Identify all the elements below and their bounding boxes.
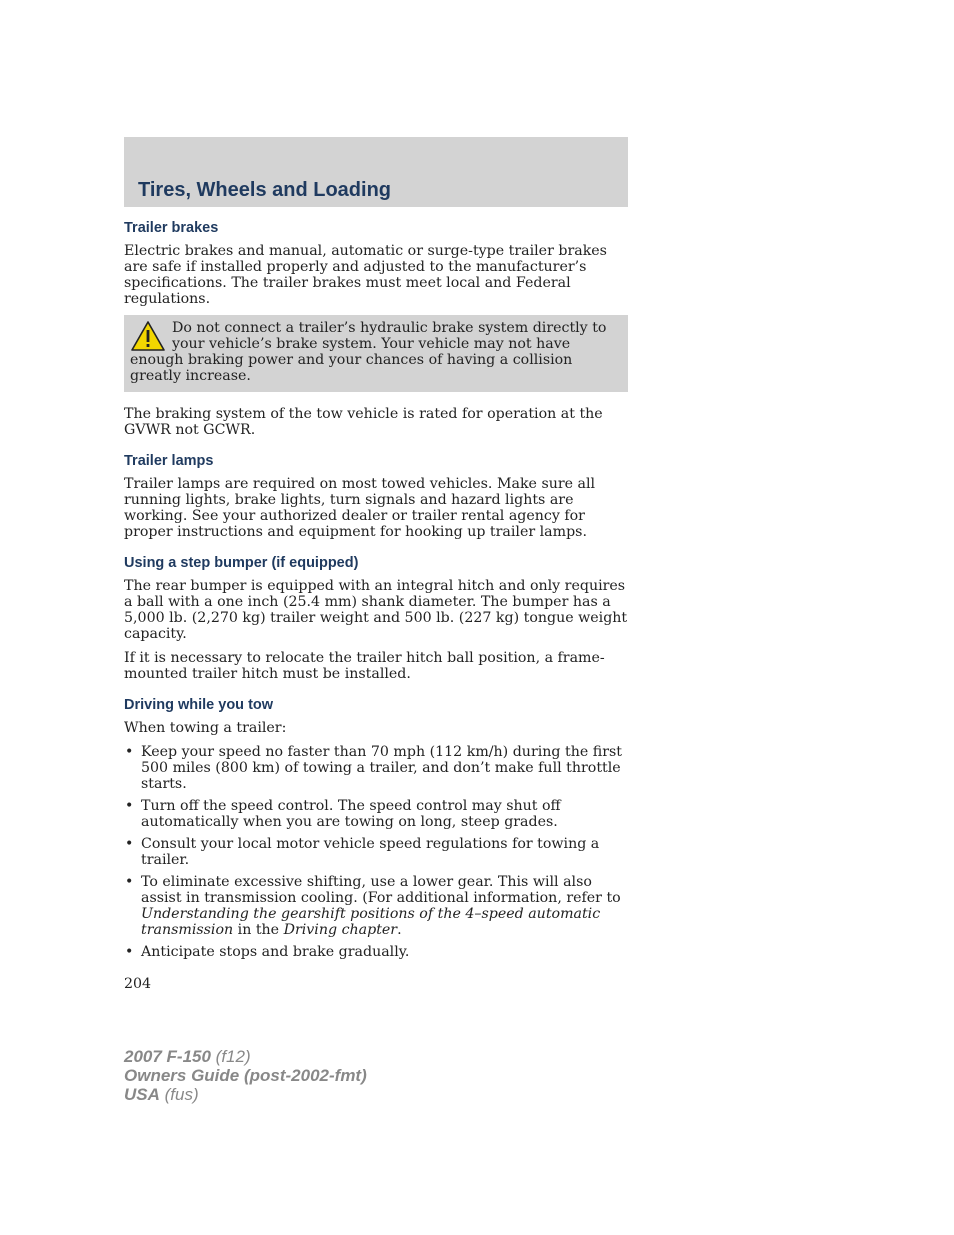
heading-driving-while-tow: Driving while you tow [124, 697, 274, 713]
section-step-bumper [124, 554, 628, 682]
trailer-brakes-paragraph: Electric brakes and manual, automatic or surge-type trailer brakes are safe if installed properly and adjusted to the manufacturer’s specifications. The trailer brakes must meet local and Federal regulations. [124, 243, 607, 307]
list-item [124, 874, 628, 938]
bullet: • [125, 744, 134, 760]
warning-box [124, 315, 628, 392]
list-item [124, 798, 628, 830]
warning-triangle-icon [130, 320, 166, 352]
list-item [124, 744, 628, 792]
heading-step-bumper: Using a step bumper (if equipped) [124, 555, 359, 571]
list-item-text: . [397, 922, 402, 938]
list-item-text: Consult your local motor vehicle speed regulations for towing a trailer. [141, 836, 600, 868]
section-driving-while-tow [124, 696, 628, 960]
gearshift-reference: Understanding the gearshift positions of the 4–speed automatic transmission [141, 906, 601, 938]
list-item [124, 944, 628, 960]
driving-intro: When towing a trailer: [124, 720, 287, 736]
braking-rating-paragraph: The braking system of the tow vehicle is rated for operation at the GVWR not GCWR. [124, 406, 603, 438]
bullet: • [125, 836, 134, 852]
list-item-text: Keep your speed no faster than 70 mph (112 km/h) during the first 500 miles (800 km) of towing a trailer, and don’t make full throttle starts. [141, 744, 622, 792]
section-trailer-lamps [124, 452, 628, 540]
bullet: • [125, 874, 134, 890]
page-content [124, 219, 628, 992]
chapter-reference: Driving chapter [283, 922, 398, 938]
bullet: • [125, 798, 134, 814]
section-trailer-brakes [124, 219, 628, 438]
towing-tips-list [124, 744, 628, 960]
heading-trailer-brakes: Trailer brakes [124, 220, 219, 236]
page-title: Tires, Wheels and Loading [138, 179, 392, 201]
footer-line-2 [124, 1066, 367, 1085]
footer-market-code: (fus) [159, 1085, 199, 1104]
list-item [124, 836, 628, 868]
footer-model: 2007 F-150 [124, 1047, 211, 1066]
footer-model-code: (f12) [210, 1047, 251, 1066]
list-item-text: Turn off the speed control. The speed control may shut off automatically when you are towing on long, steep grades. [141, 798, 561, 830]
step-bumper-paragraph-1: The rear bumper is equipped with an integral hitch and only requires a ball with a one inch (25.4 mm) shank diameter. The bumper has a 5,000 lb. (2,270 kg) trailer weight and 500 lb. (227 kg) tongue weight capacity. [124, 578, 628, 642]
footer-market: USA [124, 1085, 160, 1104]
list-item-text: in the [233, 922, 284, 938]
heading-trailer-lamps: Trailer lamps [124, 453, 214, 469]
section-header-band [124, 137, 628, 207]
footer-line-3 [124, 1085, 367, 1104]
list-item-text: Anticipate stops and brake gradually. [141, 944, 410, 960]
document-footer [124, 1047, 367, 1104]
footer-line-1 [124, 1047, 367, 1066]
warning-text: Do not connect a trailer’s hydraulic brake system directly to your vehicle’s brake system. Your vehicle may not have enough braking power and your chances of having a collision greatly increase. [130, 320, 607, 384]
page-number: 204 [124, 976, 152, 992]
footer-guide: Owners Guide (post-2002-fmt) [124, 1066, 367, 1085]
bullet: • [125, 944, 134, 960]
trailer-lamps-paragraph: Trailer lamps are required on most towed vehicles. Make sure all running lights, brake lights, turn signals and hazard lights are working. See your authorized dealer or trailer rental agency for proper instructions and equipment for hooking up trailer lamps. [124, 476, 596, 540]
list-item-text: To eliminate excessive shifting, use a lower gear. This will also assist in transmission cooling. (For additional information, refer to [141, 874, 621, 906]
step-bumper-paragraph-2: If it is necessary to relocate the trailer hitch ball position, a frame-mounted trailer hitch must be installed. [124, 650, 605, 682]
